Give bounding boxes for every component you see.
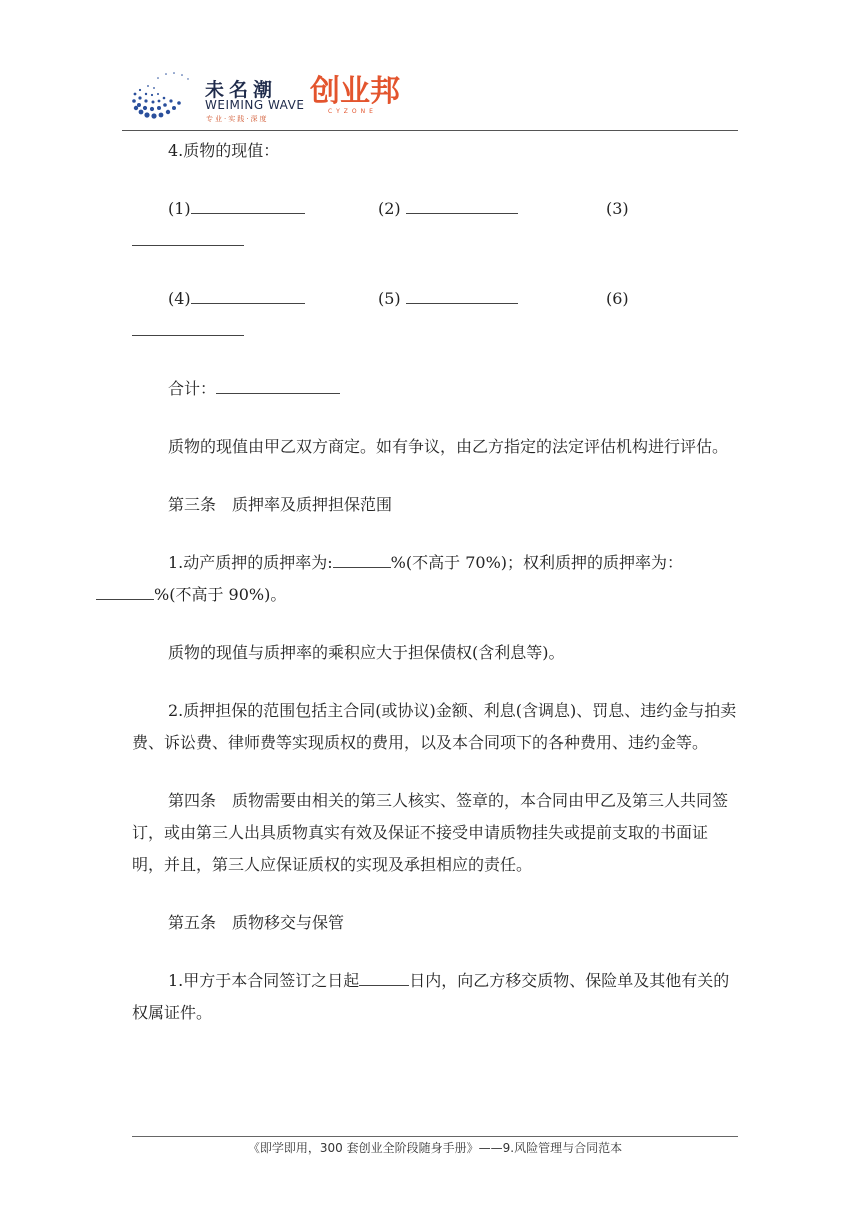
valuation-label-1: (1)	[168, 199, 191, 218]
item4-title: 4.质物的现值：	[168, 141, 280, 160]
valuation-row-2-wrap	[132, 315, 738, 347]
valuation-blank-3[interactable]	[132, 225, 244, 246]
article-4: 第四条 质物需要由相关的第三人核实、签章的，本合同由甲乙及第三人共同签订，或由第三人出具质物真实有效及保证不接受申请质物挂失或提前支取的书面证明，并且，第三人应保证质权的实现及承担相应的责任。	[132, 791, 729, 874]
valuation-blank-4[interactable]	[191, 283, 305, 304]
valuation-label-6: (6)	[606, 289, 629, 308]
valuation-text: 质物的现值由甲乙双方商定。如有争议，由乙方指定的法定评估机构进行评估。	[168, 437, 729, 456]
article-5-item-1	[132, 965, 738, 1029]
cyzone-logo: 创业邦	[310, 74, 400, 109]
article-3-item-1-a: 1.动产质押的质押率为:	[168, 553, 333, 572]
total-blank[interactable]	[216, 373, 340, 394]
total-label: 合计：	[168, 379, 217, 398]
article-5-item-1-b: 日内，向乙方移交质物、保险单及其他有关的权属证件。	[132, 971, 730, 1022]
footer-divider	[132, 1136, 738, 1137]
article-3-title: 第三条 质押率及质押担保范围	[168, 495, 393, 514]
page-footer: 《即学即用，300 套创业全阶段随身手册》——9.风险管理与合同范本	[247, 1141, 623, 1155]
cyzone-logo-sub: CYZONE	[328, 108, 377, 115]
valuation-label-4: (4)	[168, 289, 191, 308]
article-3-item-1-b: %(不高于 70%)；权利质押的质押率为：	[390, 553, 684, 572]
total-line	[132, 373, 738, 405]
brand-name-en: WEIMING WAVE	[205, 98, 305, 112]
brand-name-cn: 未名潮	[205, 79, 278, 101]
valuation-label-5: (5)	[378, 289, 401, 308]
movable-pledge-rate-blank[interactable]	[333, 547, 391, 568]
valuation-blank-2[interactable]	[406, 193, 518, 214]
article-3-item-1-c: %(不高于 90%)。	[154, 585, 287, 604]
valuation-label-3: (3)	[606, 199, 629, 218]
handover-days-blank[interactable]	[359, 965, 409, 986]
article-3-item-2: 2.质押担保的范围包括主合同(或协议)金额、利息(含调息)、罚息、违约金与拍卖费、诉讼费、律师费等实现质权的费用，以及本合同项下的各种费用、违约金等。	[132, 701, 737, 752]
valuation-row-2	[132, 283, 738, 315]
valuation-label-2: (2)	[378, 199, 401, 218]
brand-slogan: 专业·实践·深度	[206, 115, 269, 123]
valuation-blank-5[interactable]	[406, 283, 518, 304]
document-body	[132, 130, 738, 1029]
valuation-row-1-wrap	[132, 225, 738, 257]
article-5-title: 第五条 质物移交与保管	[168, 913, 345, 932]
right-pledge-rate-blank[interactable]	[96, 579, 154, 600]
valuation-row-1	[132, 193, 738, 225]
article-5-item-1-a: 1.甲方于本合同签订之日起	[168, 971, 360, 990]
valuation-blank-6[interactable]	[132, 315, 244, 336]
page-header	[0, 0, 868, 132]
article-3-item-1	[132, 547, 738, 611]
weiming-wave-logo-icon	[128, 68, 200, 120]
valuation-blank-1[interactable]	[191, 193, 305, 214]
article-3-product: 质物的现值与质押率的乘积应大于担保债权(含利息等)。	[168, 643, 565, 662]
